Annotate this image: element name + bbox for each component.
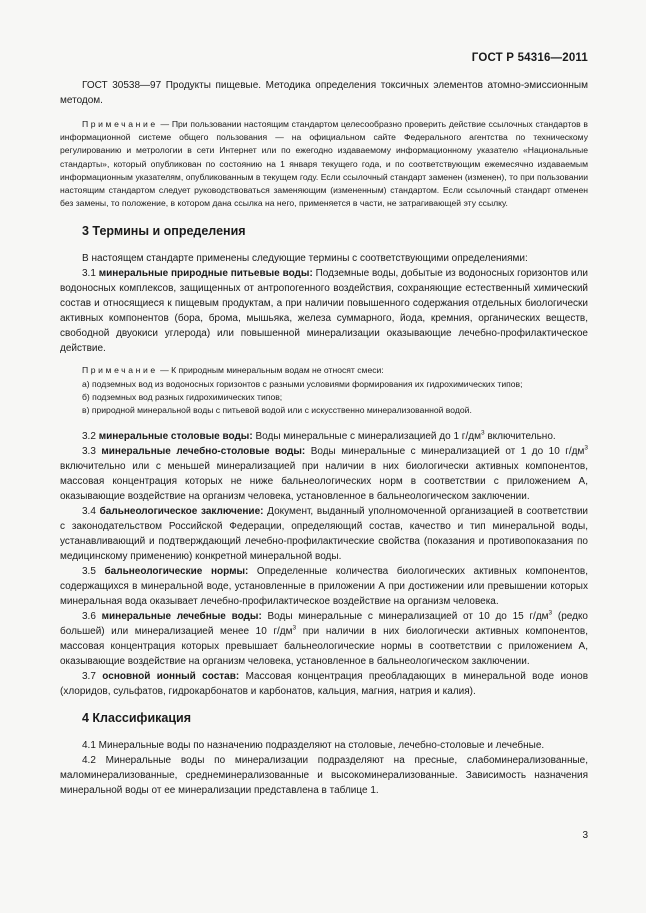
note-item-a: а) подземных вод из водоносных горизонтов с разными условиями формирования их гидрохимических типов; [82,378,523,389]
standard-header: ГОСТ Р 54316—2011 [471,52,588,64]
reference-gost-30538: ГОСТ 30538—97 Продукты пищевые. Методика определения токсичных элементов атомно-эмиссионным методом. [60,80,588,106]
clause-4-1: 4.1 Минеральные воды по назначению подразделяют на столовые, лечебно-столовые и лечебные. [82,740,545,752]
term-3-6: 3.6 минеральные лечебные воды: Воды минеральные с минерализацией от 10 до 15 $г/дм^3$ (редко большей) или минерализацией менее 10 $г/дм^3$ при наличии в них биологически активных компонентов, массовая концентрация которых превышает бальнеологические нормы в соответствии с приложением А, оказывающие воздействие на организм человека, установленное в бальнеологическом заключении. [60,609,588,668]
term-name: основной ионный состав: [102,671,240,683]
term-name: бальнеологические нормы: [104,566,249,578]
note-text: — При пользовании настоящим стандартом целесообразно проверить действие ссылочных стандартов в информационной системе общего пользования — на официальном сайте Федерального агентства по техническому регулированию и метрологии в сети Интернет или по ежегодно издаваемому информационному указателю «Национальные стандарты», который опубликован по состоянию на 1 января текущего года, и по соответствующим ежемесячно издаваемым информационным указателям, опубликованным в текущем году. Если ссылочный стандарт заменен (изменен), то при пользовании настоящим стандартом следует руководствоваться заменяющим (измененным) стандартом. Если ссылочный стандарт отменен без замены, то положение, в котором дана ссылка на него, применяется в части, не затрагивающей эту ссылку. [60,119,588,209]
term-name: минеральные лечебные воды: [101,611,262,623]
note-label: Примечание [82,365,158,376]
term-3-7: 3.7 основной ионный состав: Массовая концентрация преобладающих в минеральной воде ионов (хлоридов, сульфатов, гидрокарбонатов и карбонатов, кальция, магния, натрия и калия). [60,671,589,698]
term-name: минеральные столовые воды: [98,431,253,443]
term-3-4: 3.4 бальнеологическое заключение: Документ, выданный уполномоченной организацией в соответствии с законодательством Российской Федерации, определяющий состав, качество и тип минеральной воды, устанавливающий и подтверждающий лечебно-профилактические свойства (показания и противопоказания по медицинскому применению) конкретной минеральной воды. [60,506,588,563]
page-content [60,78,588,798]
term-name: минеральные лечебно-столовые воды: [101,446,306,458]
term-3-5: 3.5 бальнеологические нормы: Определенные количества биологических активных компонентов, содержащихся в минеральной воде, установленные в приложении А при достижении или превышении которых минеральная вода оказывает лечебно-профилактическое воздействие на организм человека. [60,566,588,608]
term-name: минеральные природные питьевые воды: [98,268,313,280]
term-3-3: 3.3 минеральные лечебно-столовые воды: Воды минеральные с минерализацией от 1 до 10 $г/дм^3$ включительно или с меньшей минерализацией при наличии в них биологически активных компонентов, массовая концентрация которых не ниже бальнеологических норм в соответствии с приложением А, оказывающие воздействие на организм человека, установленное в бальнеологическом заключении. [60,444,589,503]
note-mineral-waters: Примечание — К природным минеральным водам не относят смеси: [82,365,384,376]
note-item-c: в) природной минеральной воды с питьевой водой или с искусственно минерализованной водой. [82,405,472,416]
section-3-title: 3 Термины и определения [82,224,246,239]
note-item-b: б) подземных вод разных гидрохимических типов; [82,391,283,402]
note-label: Примечание [82,119,158,129]
term-name: бальнеологическое заключение: [99,506,264,518]
term-3-2: 3.2 минеральные столовые воды: Воды минеральные с минерализацией до 1 $г/дм^3$ включительно. [82,429,556,443]
section-4-title: 4 Классификация [82,711,192,726]
term-3-1: 3.1 минеральные природные питьевые воды: Подземные воды, добытые из водоносных горизонтов или водоносных комплексов, защищенных от антропогенного воздействия, сохраняющие естественный химический состав и относящиеся к пищевым продуктам, а при наличии повышенного содержания отдельных биологически активных компонентов (бора, брома, мышьяка, железа суммарного, йода, кремния, органических веществ, свободной двуокиси углерода) или повышенной минерализации оказывающие лечебно-профилактическое действие. [60,268,589,355]
note-references [60,118,588,210]
clause-4-2: 4.2 Минеральные воды по минерализации подразделяют на пресные, слабоминерализованные, маломинерализованные, среднеминерализованные и высокоминерализованные. Зависимость назначения минеральной воды от ее минерализации представлена в таблице 1. [60,755,588,797]
page-number: 3 [582,830,588,841]
section-3-intro: В настоящем стандарте применены следующие термины с соответствующими определениями: [82,253,528,265]
